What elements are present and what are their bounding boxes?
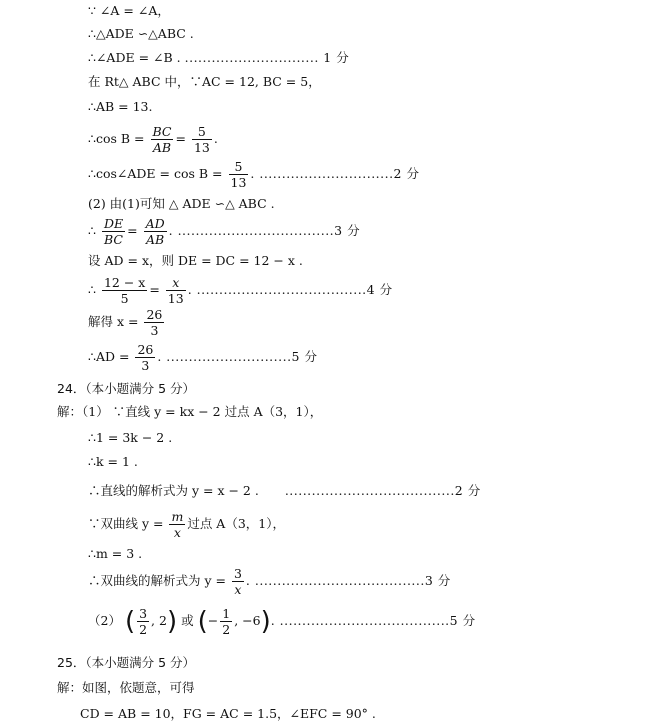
line-let-ad: 设 AD = x，则 DE = DC = 12 − x .	[88, 253, 303, 268]
score-3: . ...................................3 分	[168, 223, 361, 238]
fraction-bc-ab: $\frac{BC}{AB}$	[152, 124, 172, 155]
score-24-3: . ......................................3 分	[245, 573, 451, 588]
line-24-line-expression: ∴直线的解析式为 y = x − 2 . ......................................2 分	[88, 483, 481, 498]
line-25-givens: CD = AB = 10，FG = AC = 1.5，∠EFC = 90° .	[80, 706, 376, 721]
score-5: . ............................5 分	[157, 349, 318, 364]
line-24-k: ∴k = 1 .	[88, 454, 138, 469]
fraction-5-13: $\frac{5}{13}$	[230, 159, 247, 190]
line-cos-ade: ∴cos∠ADE = cos B = $\frac{5}{13}$ . ..............................2 分	[88, 159, 420, 190]
question-24-title: 24．（本小题满分 5 分）	[57, 381, 196, 396]
line-part2: (2) 由(1)可知 △ ADE ∽△ ABC .	[88, 196, 275, 211]
line-rt-abc: 在 Rt△ ABC 中，∵AC = 12, BC = 5，	[88, 74, 321, 89]
line-24-hyperbola-expression: ∴双曲线的解析式为 y = $\frac{3}{x}$ . ......................................3 分	[88, 566, 451, 597]
line-24-hyperbola: ∵双曲线 y = $\frac{m}{x}$ 过点 A（3，1），	[88, 509, 285, 540]
fraction-ad-ab: $\frac{AD}{AB}$	[145, 216, 165, 247]
score-24-2: ......................................2 分	[284, 483, 481, 498]
line-similar: ∴△ADE ∽△ABC .	[88, 26, 194, 41]
fraction-3-x: $\frac{3}{x}$	[233, 566, 242, 597]
score-2: . ..............................2 分	[250, 166, 420, 181]
line-cosb: ∴cos B = $\frac{BC}{AB}$ = $\frac{5}{13}$ .	[88, 124, 218, 155]
line-angle-ade: ∴∠ADE = ∠B . .............................. 1 分	[88, 50, 350, 65]
fraction-12-minus-x-5: $\frac{12 - x}{5}$	[103, 275, 146, 306]
fraction-x-13: $\frac{x}{13}$	[167, 275, 184, 306]
fraction-de-bc: $\frac{DE}{BC}$	[103, 216, 124, 247]
line-24-line-passes-a: 解：（1） ∵直线 y = kx − 2 过点 A（3，1），	[57, 404, 323, 419]
fraction-3-2: $\frac{3}{2}$	[139, 606, 148, 637]
line-ad-value: ∴AD = $\frac{26}{3}$ . ............................5 分	[88, 342, 318, 373]
score-4: . ......................................4 分	[187, 282, 393, 297]
line-equation: ∴ $\frac{12 - x}{5}$ = $\frac{x}{13}$ . ......................................4 分	[88, 275, 393, 306]
fraction-1-2: $\frac{1}{2}$	[222, 606, 231, 637]
score-24-5: . ......................................5 分	[270, 613, 476, 628]
fraction-26-3: $\frac{26}{3}$	[146, 307, 163, 338]
line-24-part2-points: （2） ( $\frac{3}{2}$ , 2) 或 (− $\frac{1}{2}$ , −6). ......................................5 分	[88, 606, 476, 637]
score-1: .............................. 1 分	[184, 50, 350, 65]
fraction-m-x: $\frac{m}{x}$	[171, 509, 184, 540]
line-ratio: ∴ $\frac{DE}{BC}$ = $\frac{AD}{AB}$ . ...................................3 分	[88, 216, 361, 247]
line-24-substitute: ∴1 = 3k − 2 .	[88, 430, 173, 445]
line-angle-a: ∵ ∠A = ∠A，	[88, 3, 170, 18]
line-ab: ∴AB = 13.	[88, 99, 153, 114]
line-24-m: ∴m = 3 .	[88, 546, 143, 561]
fraction-5-13: $\frac{5}{13}$	[193, 124, 210, 155]
line-solve-x: 解得 x = $\frac{26}{3}$	[88, 307, 163, 338]
line-25-intro: 解：如图，依题意，可得	[57, 680, 195, 695]
question-25-title: 25．（本小题满分 5 分）	[57, 655, 196, 670]
fraction-26-3: $\frac{26}{3}$	[137, 342, 154, 373]
